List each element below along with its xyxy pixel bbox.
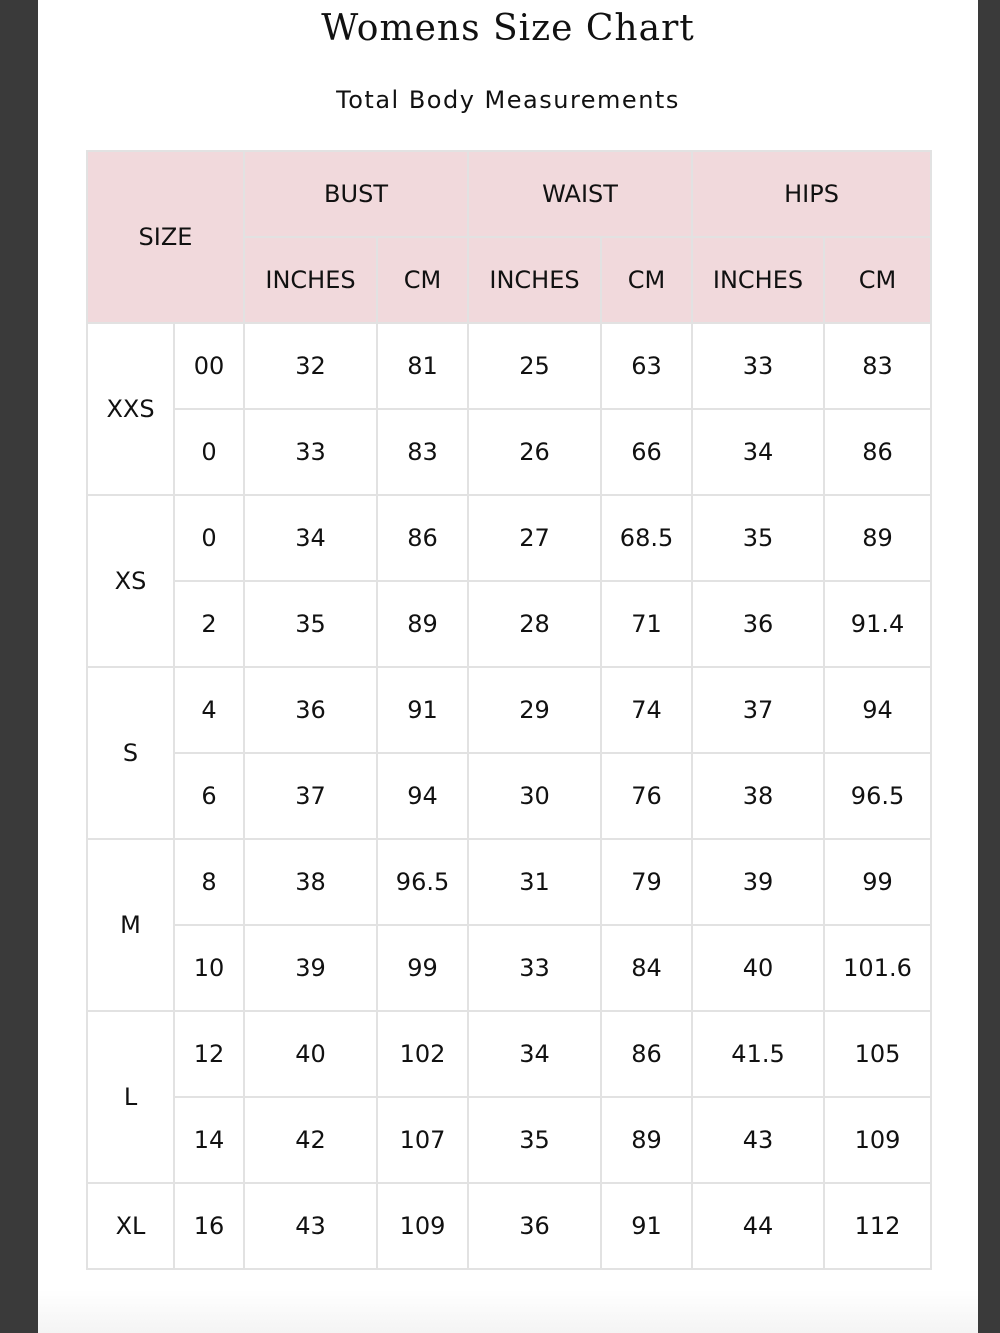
page-title: Womens Size Chart (321, 8, 695, 49)
measurement-cell: 36 (692, 581, 824, 667)
table-header (87, 151, 931, 323)
measurement-cell: 99 (824, 839, 931, 925)
measurement-cell: 89 (601, 1097, 692, 1183)
table-row (87, 1183, 931, 1269)
measurement-cell: 109 (377, 1183, 468, 1269)
size-chart-table (86, 150, 932, 1270)
measurement-cell: 109 (824, 1097, 931, 1183)
bust-header: BUST (244, 151, 468, 237)
measurement-cell: 83 (377, 409, 468, 495)
measurement-cell: 29 (468, 667, 601, 753)
measurement-cell: 74 (601, 667, 692, 753)
waist-header: WAIST (468, 151, 692, 237)
measurement-cell: 36 (244, 667, 377, 753)
measurement-cell: 31 (468, 839, 601, 925)
measurement-cell: 96.5 (824, 753, 931, 839)
hips-header: HIPS (692, 151, 931, 237)
size-number-cell: 00 (174, 323, 244, 409)
table-row (87, 925, 931, 1011)
measurement-cell: 38 (244, 839, 377, 925)
measurement-cell: 34 (468, 1011, 601, 1097)
table-body (87, 323, 931, 1269)
measurement-cell: 81 (377, 323, 468, 409)
measurement-cell: 38 (692, 753, 824, 839)
measurement-cell: 37 (244, 753, 377, 839)
measurement-cell: 25 (468, 323, 601, 409)
unit-header: CM (601, 237, 692, 323)
measurement-cell: 40 (692, 925, 824, 1011)
unit-header: INCHES (244, 237, 377, 323)
measurement-cell: 27 (468, 495, 601, 581)
unit-header: CM (377, 237, 468, 323)
measurement-cell: 40 (244, 1011, 377, 1097)
measurement-cell: 86 (824, 409, 931, 495)
measurement-cell: 43 (692, 1097, 824, 1183)
measurement-cell: 39 (692, 839, 824, 925)
measurement-cell: 112 (824, 1183, 931, 1269)
size-header: SIZE (87, 151, 244, 323)
table-row (87, 409, 931, 495)
header-row-groups (87, 151, 931, 237)
size-number-cell: 4 (174, 667, 244, 753)
size-label-cell: XXS (87, 323, 174, 495)
table-row (87, 323, 931, 409)
size-number-cell: 14 (174, 1097, 244, 1183)
measurement-cell: 94 (824, 667, 931, 753)
size-chart-page (38, 0, 978, 1333)
measurement-cell: 33 (468, 925, 601, 1011)
unit-header: CM (824, 237, 931, 323)
measurement-cell: 37 (692, 667, 824, 753)
measurement-cell: 91 (601, 1183, 692, 1269)
measurement-cell: 41.5 (692, 1011, 824, 1097)
measurement-cell: 83 (824, 323, 931, 409)
measurement-cell: 66 (601, 409, 692, 495)
measurement-cell: 86 (377, 495, 468, 581)
size-number-cell: 6 (174, 753, 244, 839)
measurement-cell: 71 (601, 581, 692, 667)
measurement-cell: 94 (377, 753, 468, 839)
table-row (87, 1097, 931, 1183)
table-row (87, 581, 931, 667)
size-label-cell: L (87, 1011, 174, 1183)
unit-header: INCHES (468, 237, 601, 323)
measurement-cell: 102 (377, 1011, 468, 1097)
size-number-cell: 8 (174, 839, 244, 925)
size-number-cell: 16 (174, 1183, 244, 1269)
size-label-cell: XS (87, 495, 174, 667)
table-row (87, 1011, 931, 1097)
measurement-cell: 35 (244, 581, 377, 667)
size-label-cell: XL (87, 1183, 174, 1269)
size-number-cell: 0 (174, 495, 244, 581)
measurement-cell: 86 (601, 1011, 692, 1097)
measurement-cell: 89 (824, 495, 931, 581)
measurement-cell: 34 (692, 409, 824, 495)
table-row (87, 839, 931, 925)
measurement-cell: 32 (244, 323, 377, 409)
measurement-cell: 26 (468, 409, 601, 495)
measurement-cell: 34 (244, 495, 377, 581)
size-number-cell: 12 (174, 1011, 244, 1097)
size-number-cell: 0 (174, 409, 244, 495)
measurement-cell: 42 (244, 1097, 377, 1183)
measurement-cell: 91.4 (824, 581, 931, 667)
measurement-cell: 36 (468, 1183, 601, 1269)
measurement-cell: 76 (601, 753, 692, 839)
measurement-cell: 43 (244, 1183, 377, 1269)
measurement-cell: 79 (601, 839, 692, 925)
page-subtitle: Total Body Measurements (336, 86, 680, 114)
measurement-cell: 105 (824, 1011, 931, 1097)
measurement-cell: 63 (601, 323, 692, 409)
measurement-cell: 89 (377, 581, 468, 667)
measurement-cell: 30 (468, 753, 601, 839)
size-number-cell: 10 (174, 925, 244, 1011)
table-row (87, 667, 931, 753)
measurement-cell: 107 (377, 1097, 468, 1183)
measurement-cell: 33 (244, 409, 377, 495)
measurement-cell: 35 (692, 495, 824, 581)
size-label-cell: S (87, 667, 174, 839)
unit-header: INCHES (692, 237, 824, 323)
table-row (87, 495, 931, 581)
measurement-cell: 91 (377, 667, 468, 753)
size-label-cell: M (87, 839, 174, 1011)
measurement-cell: 101.6 (824, 925, 931, 1011)
size-number-cell: 2 (174, 581, 244, 667)
measurement-cell: 99 (377, 925, 468, 1011)
measurement-cell: 84 (601, 925, 692, 1011)
measurement-cell: 28 (468, 581, 601, 667)
measurement-cell: 96.5 (377, 839, 468, 925)
measurement-cell: 33 (692, 323, 824, 409)
measurement-cell: 39 (244, 925, 377, 1011)
page-bottom-fade (38, 1290, 978, 1333)
measurement-cell: 44 (692, 1183, 824, 1269)
measurement-cell: 68.5 (601, 495, 692, 581)
measurement-cell: 35 (468, 1097, 601, 1183)
table-row (87, 753, 931, 839)
